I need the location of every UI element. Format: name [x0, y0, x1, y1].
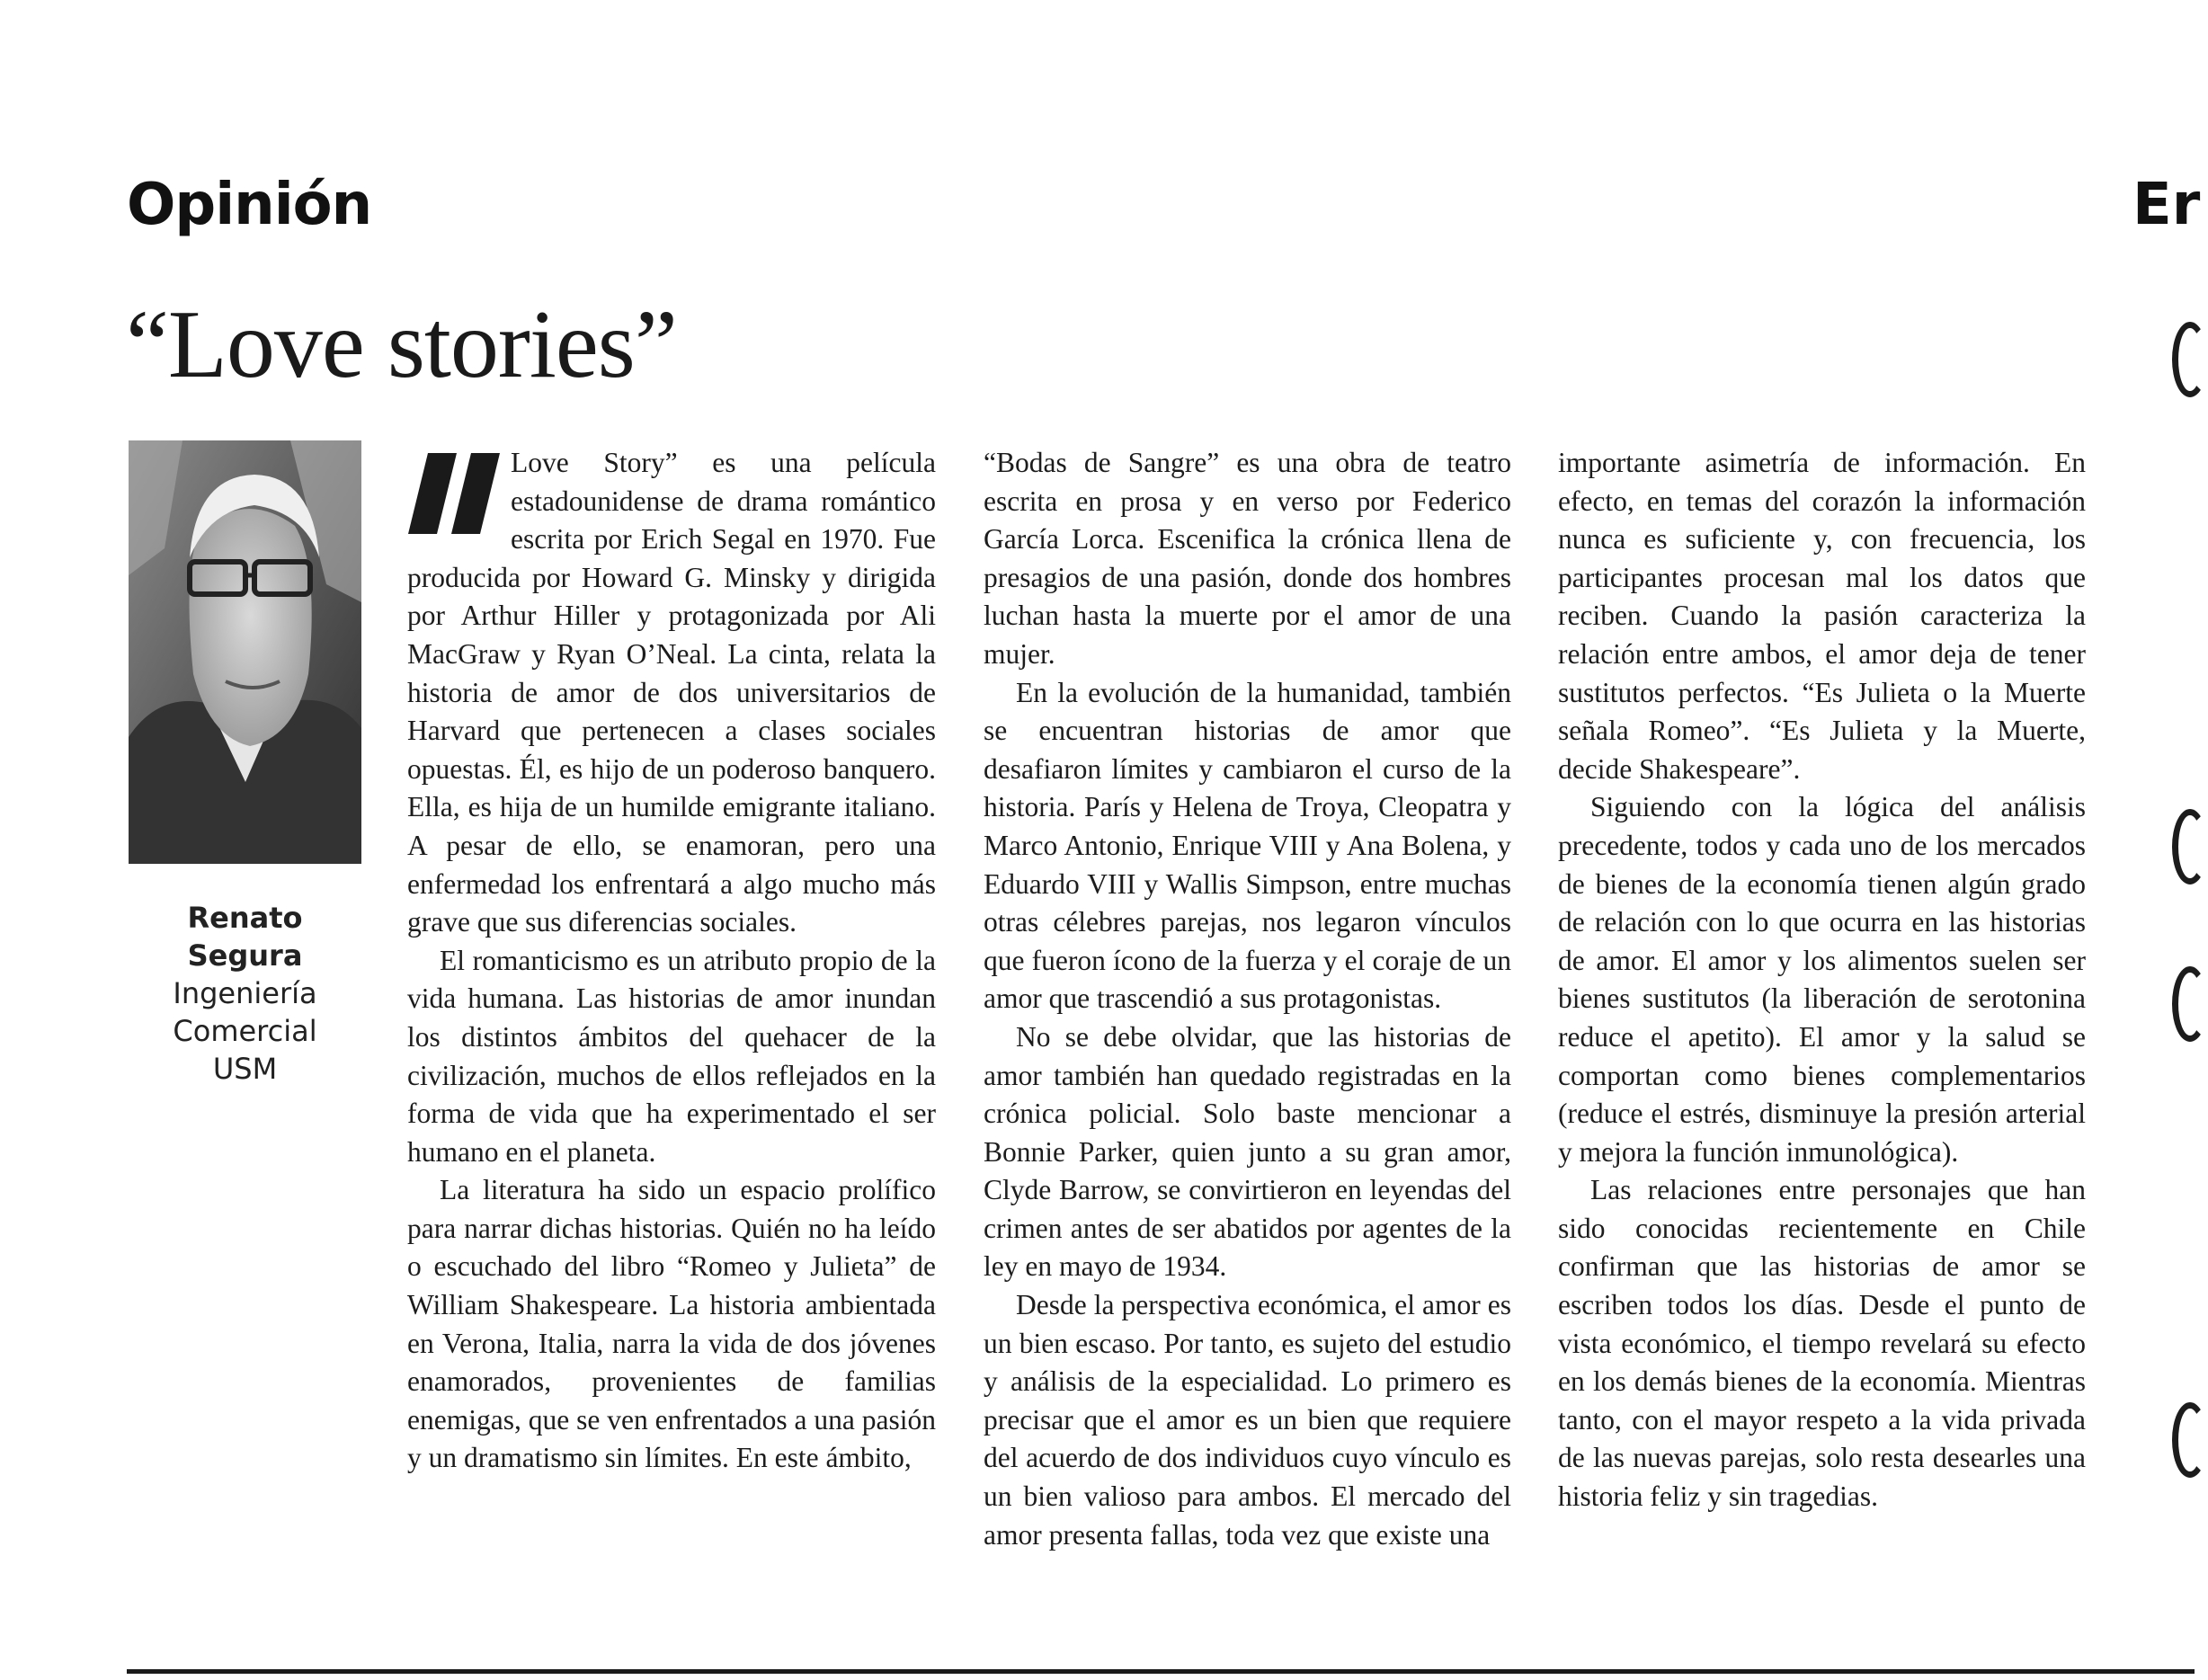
article-paragraph: importante asimetría de información. En efecto, en temas del corazón la información nunca es suficiente y, con frecuencia, los participantes procesan mal los datos que reciben. Cuando la pasión caracteriza la relación entre ambos, el amor deja de tener sustitutos perfectos. “Es Julieta o la Muerte señala Romeo”. “Es Julieta y la Muerte, decide Shakespeare”.: [1558, 447, 2086, 785]
author-affiliation-line: USM: [212, 1052, 278, 1086]
edge-bracket-mark: [2172, 322, 2208, 397]
article-paragraph: Love Story” es una película estadounidense de drama romántico escrita por Erich Segal en 1970. Fue producida por Howard G. Minsky y dirigida por Arthur Hiller y protagonizada por Ali MacGraw y Ryan O’Neal. La cinta, relata la historia de amor de dos universitarios de Harvard que pertenecen a clases sociales opuestas. Él, es hijo de un poderoso banquero. Ella, es hija de un humilde emigrante italiano. A pesar de ello, se enamoran, pero una enfermedad los enfrentará a algo mucho más grave que sus diferencias sociales.: [407, 447, 936, 938]
article-paragraph: El romanticismo es un atributo propio de la vida humana. Las historias de amor inundan los distintos ámbitos del quehacer de la civilización, muchos de ellos reflejados en la forma de vida que ha experimentado el ser humano en el planeta.: [407, 944, 936, 1168]
article-paragraph: La literatura ha sido un espacio prolífico para narrar dichas historias. Quién no ha leído o escuchado del libro “Romeo y Julieta” de William Shakespeare. La historia ambientada en Verona, Italia, narra la vida de dos jóvenes enamorados, provenientes de familias enemigas, que se ven enfrentados a una pasión y un dramatismo sin límites. En este ámbito,: [407, 1174, 936, 1474]
article-column-3: [1558, 444, 2086, 1516]
article-paragraph: Siguiendo con la lógica del análisis precedente, todos y cada uno de los mercados de bienes de la economía tienen algún grado de relación con lo que ocurra en las historias de amor. El amor y los alimentos suelen ser bienes sustitutos (la liberación de serotonina reduce el apetito). El amor y la salud se comportan como bienes complementarios (reduce el estrés, disminuye la presión arterial y mejora la función inmunológica).: [1558, 791, 2086, 1168]
edge-bracket-mark: [2172, 809, 2208, 884]
article-column-2: [984, 444, 1511, 1554]
author-affiliation-line: Ingeniería: [173, 976, 317, 1010]
section-label: Opinión: [127, 172, 372, 238]
edge-bracket-mark: [2172, 1402, 2208, 1478]
next-section-label: Er: [2132, 172, 2201, 238]
article-paragraph: En la evolución de la humanidad, también se encuentran historias de amor que desafiaron límites y cambiaron el curso de la historia. París y Helena de Troya, Cleopatra y Marco Antonio, Enrique VIII y Ana Bolena, y Eduardo VIII y Wallis Simpson, entre muchas otras célebres parejas, nos legaron vínculos que fueron ícono de la fuerza y el coraje de un amor que trascendió a sus protagonistas.: [984, 676, 1511, 1015]
article-paragraph: No se debe olvidar, que las historias de amor también han quedado registradas en la crónica policial. Solo baste mencionar a Bonnie Parker, quien junto a su gran amor, Clyde Barrow, se convirtieron en leyendas del crimen antes de ser abatidos por agentes de la ley en mayo de 1934.: [984, 1020, 1511, 1283]
article-paragraph: Las relaciones entre personajes que han sido conocidas recientemente en Chile confirman que las historias de amor se escriben todos los días. Desde el punto de vista económico, el tiempo revelará su efecto en los demás bienes de la economía. Mientras tanto, con el mayor respeto a la vida privada de las nuevas parejas, solo resta desearles una historia feliz y sin tragedias.: [1558, 1174, 2086, 1513]
author-name-line: Renato: [187, 901, 303, 935]
author-block: [129, 899, 361, 1088]
author-name-line: Segura: [187, 938, 303, 973]
author-photo: [129, 440, 361, 864]
edge-bracket-mark: [2172, 966, 2208, 1042]
article-paragraph: Desde la perspectiva económica, el amor es un bien escaso. Por tanto, es sujeto del estudio y análisis de la especialidad. Lo primero es precisar que el amor es un bien que requiere del acuerdo de dos individuos cuyo vínculo es un bien valioso para ambos. El mercado del amor presenta fallas, toda vez que existe una: [984, 1289, 1511, 1551]
article-paragraph: “Bodas de Sangre” es una obra de teatro escrita en prosa y en verso por Federico García Lorca. Escenifica la crónica llena de presagios de una pasión, donde dos hombres luchan hasta la muerte por el amor de una mujer.: [984, 447, 1511, 670]
headline: “Love stories”: [126, 291, 677, 398]
bottom-rule: [127, 1669, 2195, 1674]
opening-quote-mark: [405, 453, 509, 534]
author-affiliation-line: Comercial: [173, 1014, 317, 1048]
article-column-1: [407, 444, 936, 1478]
